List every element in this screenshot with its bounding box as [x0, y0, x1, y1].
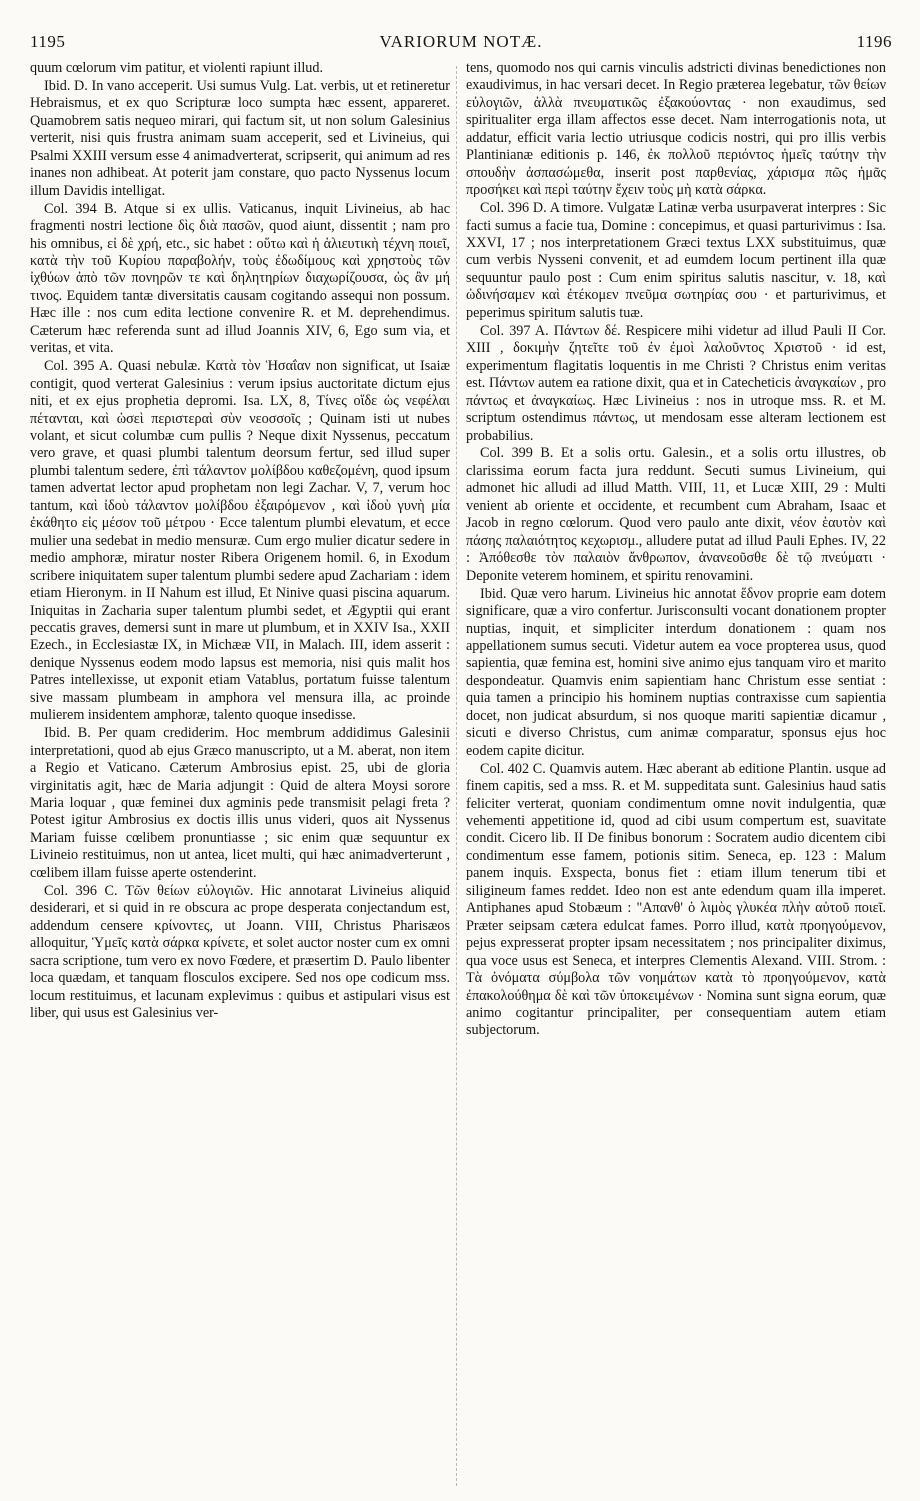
paragraph: Ibid. B. Per quam crediderim. Hoc membrum addidimus Galesinii interpretationi, quod ab ejus Græco manuscripto, ut a M. aberat, non item a Regio et Vaticano. Cæterum Ambrosius epist. 25, ubi de gloria virginitatis agit, hæc de Maria adjungit : Quid de altera Moysi sorore Maria loquar , quæ feminei dux agminis pede transmisit pelagi freta ? Potest igitur Ambrosius ex doctis illis unus videri, quos ait Nyssenus Mariam fuisse cœlibem pronuntiasse ; sic enim quæ sequuntur ex Livineio restituimus, non ut antea, licet multi, qui hæc animadverterunt , cœlibem illam fuisse aperte ostenderint. — [30, 725, 450, 881]
right-column — [466, 60, 886, 1494]
paragraph: Col. 397 A. Πάντων δέ. Respicere mihi videtur ad illud Pauli II Cor. XIII , δοκιμὴν ζητεῖτε τοῦ ἐν ἐμοὶ λαλοῦντος Χριστοῦ · id est, experimentum flagitatis loquentis in me Christi ? Christus enim veritas est. Πάντων autem ea ratione dixit, qua et in Catecheticis ἀναγκαίων , pro πάντως et ἀναγκαίως. Hæc Livineius : nos in utroque mss. R. et M. scriptum ostendimus πάντως, ut mendosam esse alteram lectionem est probabilius. — [466, 322, 886, 444]
paragraph: Ibid. D. In vano acceperit. Usi sumus Vulg. Lat. verbis, ut et retineretur Hebraismus, et ex quo Scripturæ loco sumpta hæc essent, appareret. Quamobrem satis nequeo mirari, qui factum sit, ut non solum Galesinius verterit, nisi quis frustra animam suam acceperit, sed et Livineius, qui Psalmi XXIII versum esse 4 animadverterat, scripserit, qui animum ad res inanes non adhibeat. At poterit jam constare, quo pacto Nyssenus locum illum Davidis intelligat. — [30, 77, 450, 199]
page-number-right: 1196 — [856, 32, 892, 51]
column-divider — [456, 66, 457, 1486]
paragraph: Col. 402 C. Quamvis autem. Hæc aberant ab editione Plantin. usque ad finem capitis, sed a mss. R. et M. suppeditata sunt. Galesinius haud satis feliciter verterat, quoniam condimentum omne novit indulgentia, quæ vehementi appetitione id, quod ad cibi usum compertum est, suavitate condit. Cicero lib. II De finibus bonorum : Socratem audio dicentem cibi condimentum esse famem, potionis sitim. Seneca, ep. 123 : Malum panem inquis. Exspecta, bonus fiet : etiam illum tenerum tibi et siligineum fames reddet. Ideo non est ante edendum quam illa imperet. Antiphanes apud Stobæum : "Απανθ' ὁ λιμὸς γλυκέα πλὴν αὑτοῦ ποιεῖ. Præter seipsam cætera edulcat fames. Porro illud, κατὰ προηγούμενον, pejus expresserat propter ipsam necessitatem ; nos principaliter diximus, qua voce usus est Seneca, et interpres Clementis Alexand. VIII. Strom. : Τὰ ὀνόματα σύμβολα τῶν νοημάτων κατὰ τὸ προηγούμενον, κατὰ ἐπακολούθημα δὲ καὶ τῶν ὑποκειμένων · Nomina sunt signa eorum, quæ animo cogitantur principaliter, per consequentiam autem etiam subjectorum. — [466, 760, 886, 1039]
page-number-left: 1195 — [30, 32, 66, 51]
paragraph: Col. 396 C. Τῶν θείων εὐλογιῶν. Hic annotarat Livineius aliquid desiderari, et si quid in re obscura ac prope desperata conjectandum est, addendum censere κρίνοντες, ut Joann. VIII, Christus Pharisæos alloquitur, Ὑμεῖς κατὰ σάρκα κρίνετε, et solet auctor noster cum ex omni sacra scriptione, tum vero ex novo Fœdere, et præsertim D. Paulo libenter loca quædam, et tanquam flosculos excipere. Sed nos ope codicum mss. locum restituimus, et lacunam explevimus : quibus et astipulari visus est liber, qui usus est Galesinius ver- — [30, 882, 450, 1021]
page-header — [30, 32, 892, 56]
paragraph: Col. 394 B. Atque si ex ullis. Vaticanus, inquit Livineius, ab hac fragmenti nostri lectione δὶς διὰ πασῶν, quod aiunt, dissentit ; nam pro his omnibus, εἰ δὲ χρή, etc., sic habet : οὕτω καὶ ἡ ἁλιευτικὴ τέχνη ποιεῖ, κατὰ τὴν τοῦ Κυρίου παραβολήν, τοὺς ἐδωδίμους καὶ χρηστοὺς τῶν ἰχθύων ἀπὸ τῶν πονηρῶν τε καὶ δηλητηρίων διαχωρίζουσα, ὡς ἂν μή τινος. Equidem tantæ diversitatis causam cogitando assequi non possum. Hæc ille : nos cum edita lectione convenire R. et M. deprehendimus. Cæterum hæc referenda sunt ad illud Joannis XIV, 6, Ego sum via, et veritas, et vita. — [30, 200, 450, 357]
paragraph: Col. 395 A. Quasi nebulæ. Κατὰ τὸν Ἡσαΐαν non significat, ut Isaiæ contigit, quod verterat Galesinius : verum ipsius auctoritate dictum ejus niti, et ex ejus prophetia depromi. Isa. LX, 8, Τίνες οἵδε ὡς νεφέλαι πέτανται, καὶ ὡσεὶ περιστεραὶ σὺν νεοσσοῖς ; Quinam isti ut nubes volant, et sicut columbæ cum pullis ? Neque dixit Nyssenus, peccatum vero grave, et quasi plumbi talentum deorsum fertur, sed illud super plumbi talentum sedere, ἐπὶ τάλαντον μολίβδου καθεζομένη, quod ipsum tamen advertat lector apud prophetam non legi Zachar. V, 7, verum hoc tantum, καὶ ἰδοὺ τάλαντον μολίβδου ἐξαιρόμενον , καὶ ἰδοὺ γυνὴ μία ἐκάθητο εἰς μέσον τοῦ μέτρου · Ecce talentum plumbi elevatum, et ecce mulier una sedebat in medio mensuræ. Cum ergo mulier dicatur sedere in medio amphoræ, miratur noster Ribera Origenem homil. 6, in Exodum scribere iniquitatem super talentum plumbi sedere apud Zachariam : idem etiam Hieronym. in II Nahum est illud, Et Ninive quasi piscina aquarum. Iniquitas in Zacharia super talentum plumbi sedet, et Ægyptii qui erant peccatis graves, demersi sunt in mare ut plumbum, et in XXIV Isa., XXII Ezech., in Ecclesiastæ IX, in Michææ VII, in Malach. III, idem asserit : denique Nyssenus eodem modo lapsus est memoria, nisi quis malit hos Patres intellexisse, ut exponit etiam Vatablus, portatum fuisse talentum sive massam plumbeam in amphora vel mensura illa, ac proinde mulierem insidentem amphoræ, talento quoque insedisse. — [30, 358, 450, 724]
running-title: VARIORUM NOTÆ. — [379, 32, 543, 51]
paragraph: Col. 396 D. A timore. Vulgatæ Latinæ verba usurpaverat interpres : Sic facti sumus a facie tua, Domine : concepimus, et quasi parturivimus : Isa. XXVI, 17 ; nos interpretationem Græci textus LXX substituimus, quæ cum verbis Nysseni convenit, et ad eumdem locum pertinent illa quæ sequuntur paulo post : Cum enim spiritus salutis nascitur, v. 18, καὶ ὠδινήσαμεν καὶ ἐτέκομεν πνεῦμα σωτηρίας σου · et parturivimus, et peperimus spiritum salutis tuæ. — [466, 200, 886, 321]
paragraph: Col. 399 B. Et a solis ortu. Galesin., et a solis ortu illustres, ob clarissima eorum facta jura reddunt. Secuti sumus Livineium, qui admonet hic alludi ad illud Matth. VIII, 11, et Lucæ XIII, 29 : Multi venient ab oriente et occidente, et recumbent cum Abraham, Isaac et Jacob in regno cœlorum. Quod vero paulo ante dixit, νέον ἑαυτὸν καὶ πάσης παλαιότητος κεχωρισμ., alludere putat ad illud Pauli Ephes. IV, 22 : Ἀπόθεσθε τὸν παλαιὸν ἄνθρωπον, ἀνανεοῦσθε δὲ τῷ πνεύματι · Deponite veterem hominem, et spiritu renovamini. — [466, 445, 886, 584]
paragraph: quum cœlorum vim patitur, et violenti rapiunt illud. — [30, 60, 323, 76]
paragraph: tens, quomodo nos qui carnis vinculis adstricti divinas benedictiones non exaudivimus, in hac versari decet. In Regio præterea legebatur, τῶν θείων εὐλογιῶν, ἀλλὰ πνευματικῶς ἐξακούοντας · non exaudimus, sed spiritualiter erga illam affectos esse decet. Nam interrogationis nota, ut addatur, efficit varia lectio utriusque codicis nostri, qui pro illis verbis Plantinianæ editionis p. 146, ἐκ πολλοῦ περιόντος ἡμεῖς ταύτην τὴν σπουδὴν ἀσπασώμεθα, inserit post παρθενίας, χάρισμα πῶς ἡμᾶς προσήκει καὶ περὶ ταύτην ἔχειν τοὺς μὴ κατὰ σάρκα. — [466, 60, 886, 199]
paragraph: Ibid. Quæ vero harum. Livineius hic annotat ἕδνον proprie eam dotem significare, quæ a viro confertur. Jurisconsulti vocant donationem propter nuptias, inquit, et simpliciter interdum donationem : quam nos appellationem sumus secuti. Videtur autem ea voce propterea usus, quod sapientia, quæ femina est, homini sive animo ejus tanquam viro et marito despondeatur. Quamvis enim sapientiam hanc Christum esse sentiat : quia tamen a principio his hominem nuptias contraxisse cum sapientia docet, non judicat absurdum, si nos quoque mariti sapientiæ dicamur , sicuti e diverso Christus, cum animæ comparatur, sponsus ejus hoc eodem capite dicitur. — [466, 585, 886, 759]
left-column — [30, 60, 450, 1494]
